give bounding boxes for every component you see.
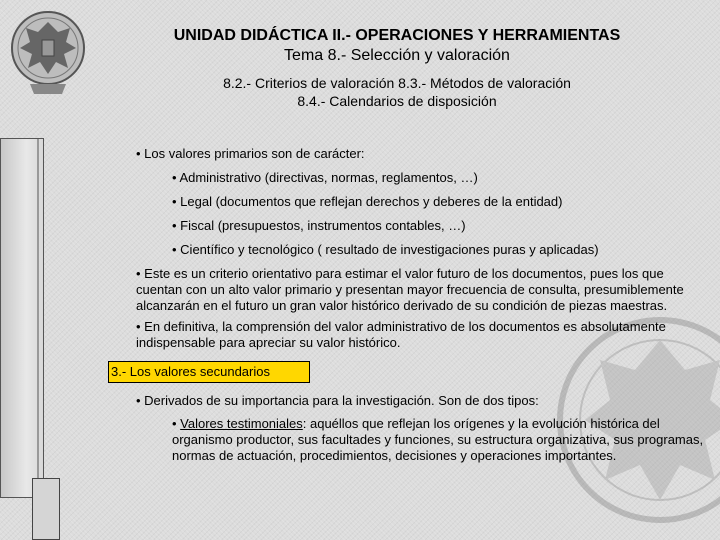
testimonial-values-item — [172, 416, 710, 464]
secondary-values-heading: 3.- Los valores secundarios — [108, 361, 310, 383]
side-box-decoration — [32, 478, 60, 540]
crest-logo — [10, 8, 86, 98]
criterion-paragraph: • Este es un criterio orientativo para estimar el valor futuro de los documentos, pues los que cuentan con un alto valor primario y presentan mayor frecuencia de consulta, presumiblemente alcanzarán en el futuro un gran valor histórico derivado de su condición de piezas maestras. — [136, 266, 684, 313]
slide-header — [92, 26, 702, 110]
criteria-line-1: 8.2.- Criterios de valoración 8.3.- Métodos de valoración — [223, 75, 571, 91]
criteria-list — [92, 74, 702, 110]
list-item: • Legal (documentos que reflejan derechos y deberes de la entidad) — [172, 194, 563, 209]
conclusion-paragraph: • En definitiva, la comprensión del valor administrativo de los documentos es absolutamente indispensable para apreciar su valor histórico. — [136, 319, 666, 350]
list-item: • Científico y tecnológico ( resultado de investigaciones puras y aplicadas) — [172, 242, 599, 257]
topic-subtitle: Tema 8.- Selección y valoración — [284, 47, 510, 64]
list-item: • Fiscal (presupuestos, instrumentos contables, …) — [172, 218, 466, 233]
secondary-values-intro: • Derivados de su importancia para la investigación. Son de dos tipos: — [136, 393, 539, 408]
criteria-line-2: 8.4.- Calendarios de disposición — [297, 93, 497, 109]
testimonial-bullet: • — [172, 416, 181, 431]
testimonial-term: Valores testimoniales — [180, 416, 303, 431]
slide-body — [111, 146, 710, 464]
testimonial-text: : aquéllos que reflejan los orígenes y la evolución histórica del organismo productor, sus facultades y funciones, su estructura organizativa, sus programas, normas de actuación, procedimientos, decisiones y operaciones importantes. — [172, 416, 704, 463]
list-item: • Administrativo (directivas, normas, reglamentos, …) — [172, 170, 478, 185]
side-frame-decoration — [0, 138, 44, 498]
primary-values-intro: • Los valores primarios son de carácter: — [136, 146, 365, 161]
unit-title: UNIDAD DIDÁCTICA II.- OPERACIONES Y HERRAMIENTAS — [173, 27, 621, 44]
